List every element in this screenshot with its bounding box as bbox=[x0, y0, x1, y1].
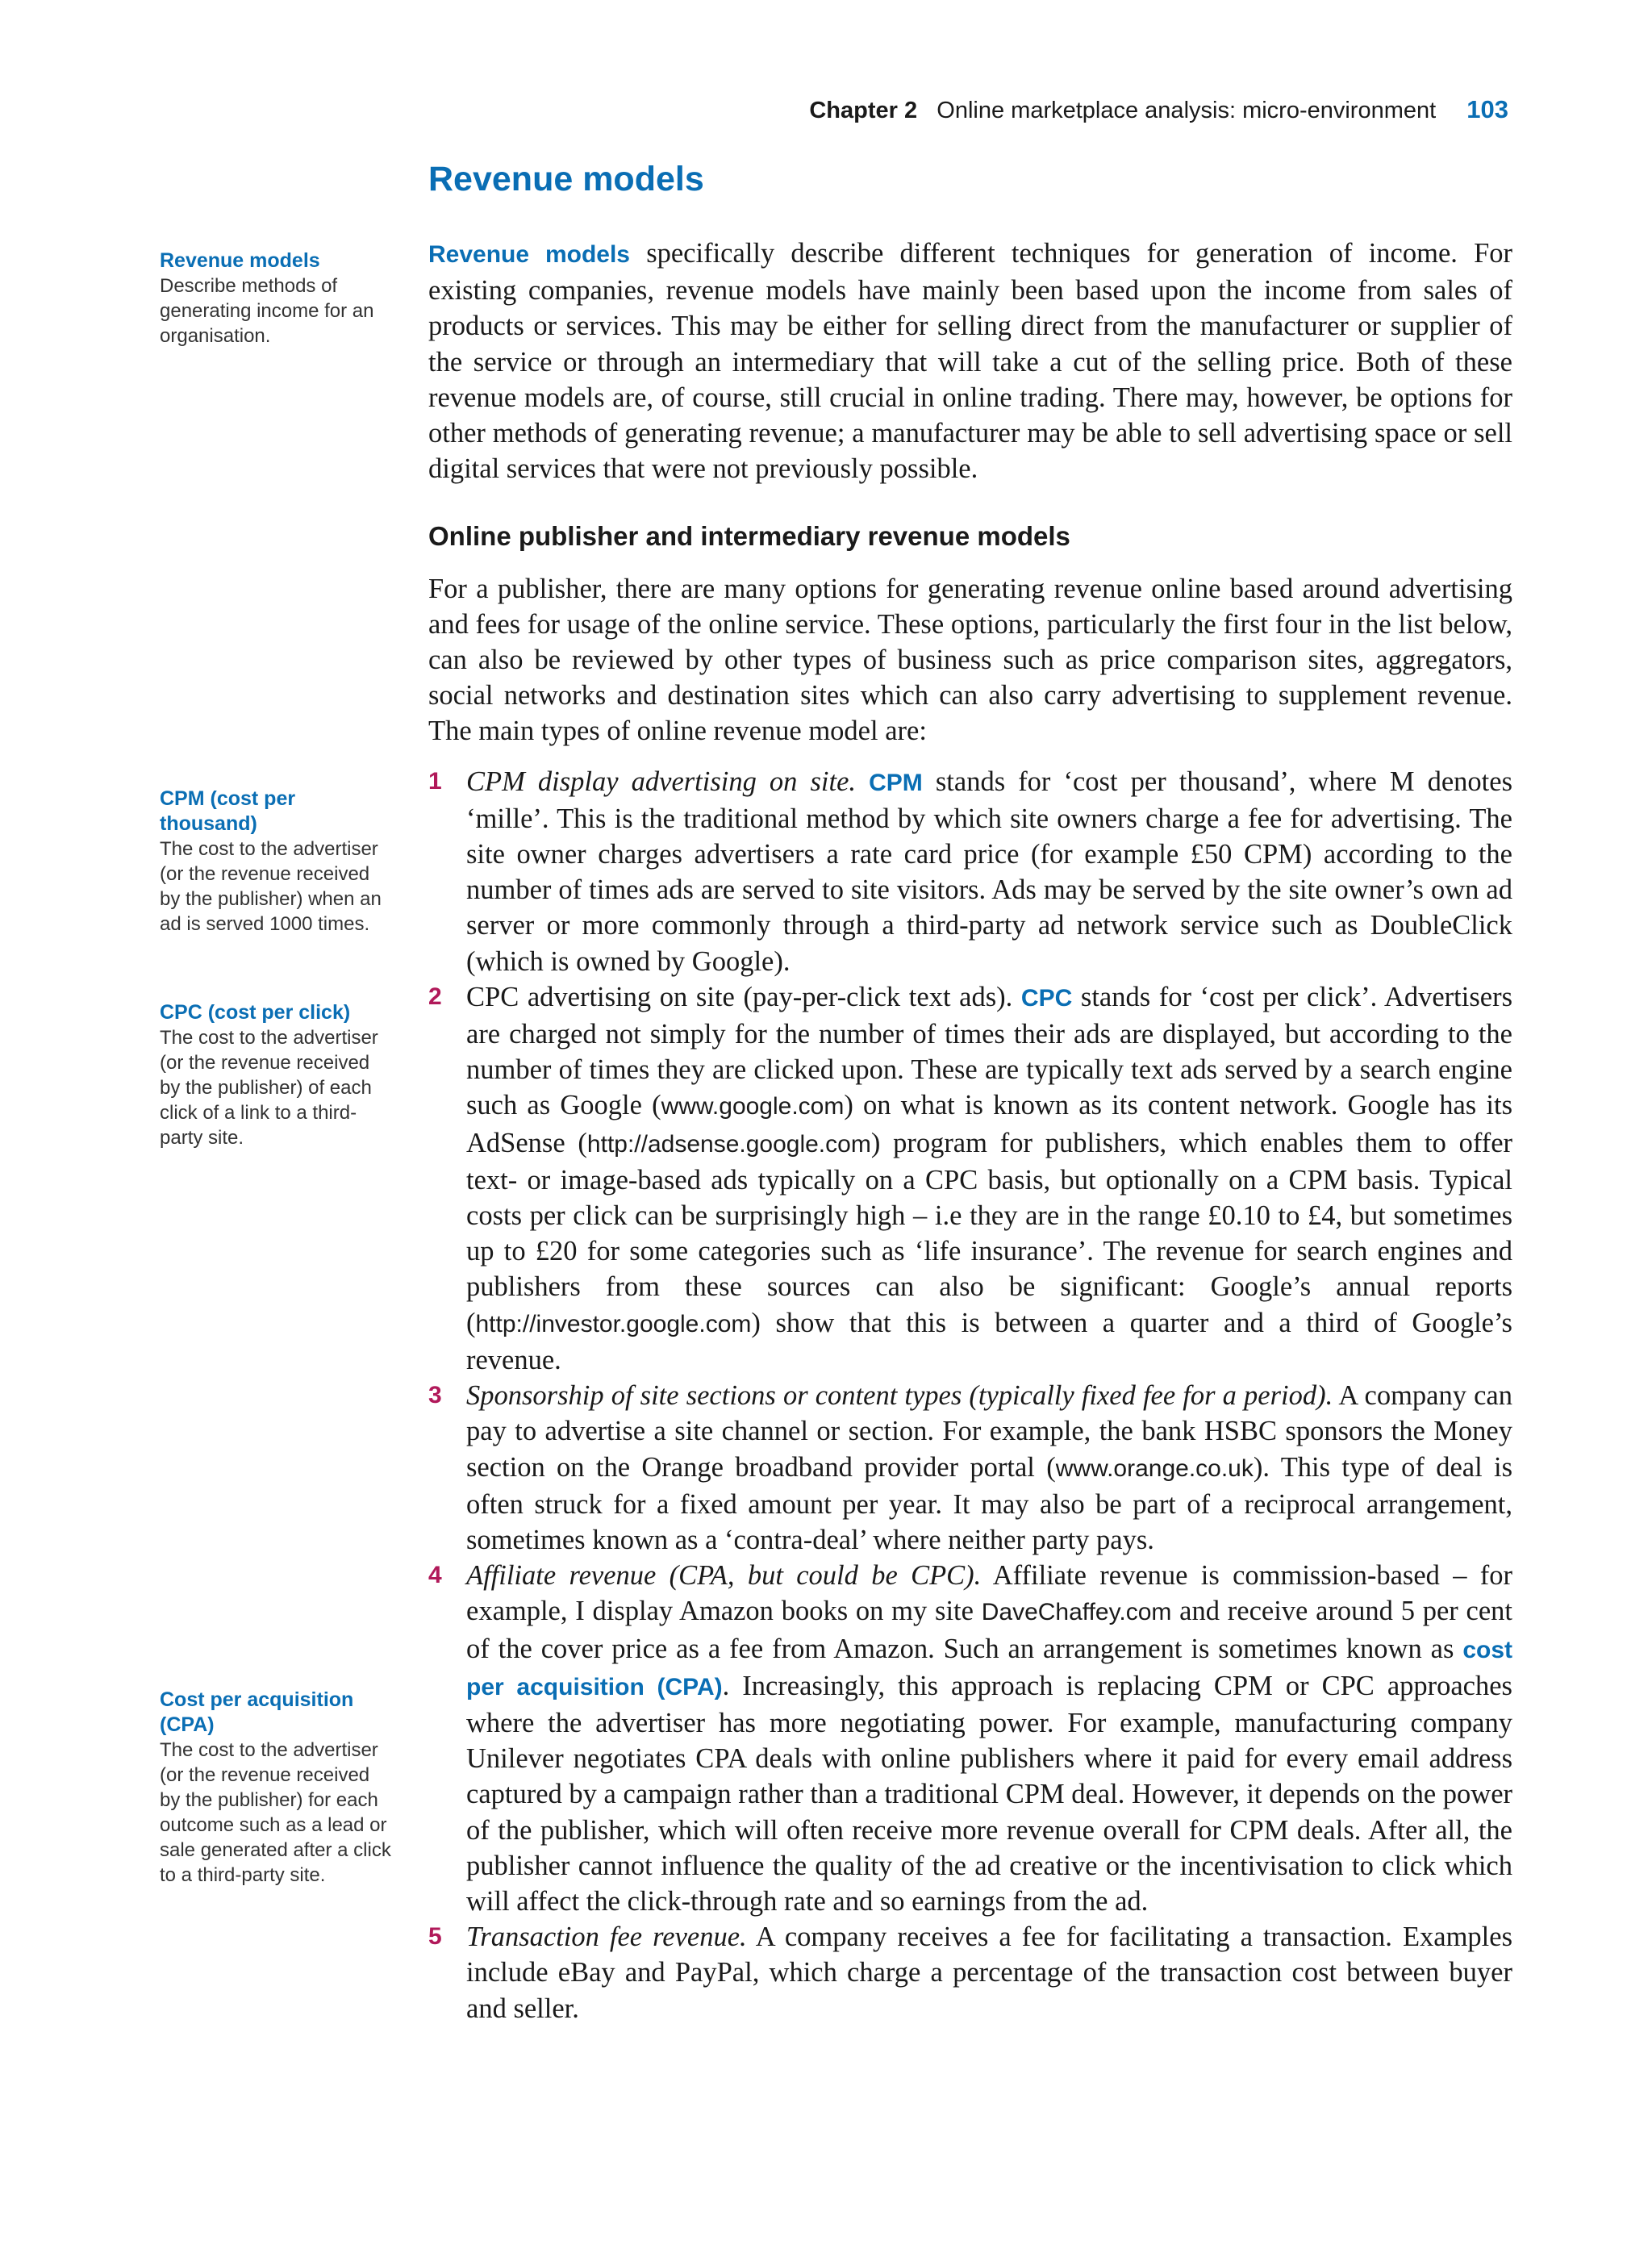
item-lead: CPC advertising on site (pay-per-click text ads). bbox=[466, 981, 1021, 1012]
margin-note-revenue-models bbox=[160, 248, 395, 348]
keyword-cpa: cost per acquisition (CPA) bbox=[466, 1636, 1512, 1700]
item-text: and receive around 5 per cent of the cover price as a fee from Amazon. Such an arrangement is sometimes known as bbox=[466, 1596, 1513, 1664]
item-text: A company receives a fee for facilitating a transaction. Examples include eBay and PayPal, which charge a percentage of the transaction cost between buyer and seller. bbox=[466, 1922, 1512, 2024]
page-number: 103 bbox=[1466, 95, 1508, 123]
item-text: stands for ‘cost per thousand’, where M denotes ‘mille’. This is the traditional method by which site owners charge a fee for advertising. The site owner charges advertisers a rate card price (for example £50 CPM) according to the number of times ads are served to site visitors. Ads may be served by the site owner’s own ad server or more commonly through a third-party ad network service such as DoubleClick (which is owned by Google). bbox=[466, 766, 1512, 977]
revenue-model-list bbox=[428, 764, 1512, 2026]
item-text: stands for ‘cost per click’. Advertisers are charged not simply for the number of times their ads are displayed, but according to the number of times they are clicked upon. These are typically text ads served by a search engine such as Google ( bbox=[466, 981, 1512, 1121]
item-number: 5 bbox=[428, 1923, 442, 1951]
chapter-label: Chapter 2 bbox=[809, 98, 918, 123]
url-orange: www.orange.co.uk bbox=[1055, 1454, 1254, 1482]
intro-paragraph bbox=[428, 236, 1512, 486]
intro-text: specifically describe different techniques for generation of income. For existing companies, revenue models have mainly been based upon the income from sales of products or services. This may be either for selling direct from the manufacturer or supplier of the service or through an intermediary that will take a cut of the selling price. Both of these revenue models are, of course, still crucial in online trading. There may, however, be options for other methods of generating revenue; a manufacturer may be able to sell advertising space or sell digital services that were not previously possible. bbox=[428, 238, 1513, 485]
list-item bbox=[428, 764, 1512, 979]
margin-note-term: CPC (cost per click) bbox=[160, 1001, 351, 1024]
url-google: www.google.com bbox=[661, 1093, 845, 1120]
keyword-revenue-models: Revenue models bbox=[428, 241, 630, 268]
item-text: ) on what is known as its content network. Google has its AdSense ( bbox=[466, 1090, 1513, 1158]
chapter-title-text: Online marketplace analysis: micro-environment bbox=[937, 98, 1437, 123]
item-title: Affiliate revenue (CPA, but could be CPC). bbox=[466, 1560, 982, 1592]
chapter-title bbox=[924, 98, 937, 123]
margin-note-cpa bbox=[160, 1688, 395, 1888]
item-text: Affiliate revenue is commission-based – for example, I display Amazon books on my site bbox=[466, 1560, 1512, 1627]
subheading: Online publisher and intermediary revenue models bbox=[428, 521, 1070, 552]
item-text: ) program for publishers, which enables them to offer text- or image-based ads typically on a CPC basis, but optionally on a CPM basis. Typical costs per click can be surprisingly high – i.e they are in the range £0.10 to £4, but sometimes up to £20 for some categories such as ‘life insurance’. The revenue for search engines and publishers from these sources can also be significant: Google’s annual reports ( bbox=[466, 1127, 1512, 1338]
spacer bbox=[856, 766, 869, 797]
item-number: 1 bbox=[428, 767, 442, 795]
running-header bbox=[809, 95, 1508, 124]
item-number: 2 bbox=[428, 983, 442, 1010]
list-item bbox=[428, 1378, 1512, 1558]
margin-note-definition: The cost to the advertiser (or the revenue received by the publisher) of each click of a link to a third-party site. bbox=[160, 1027, 378, 1149]
margin-note-term: Cost per acquisition (CPA) bbox=[160, 1688, 354, 1736]
section-title: Revenue models bbox=[428, 160, 704, 198]
url-davechaffey: DaveChaffey.com bbox=[981, 1599, 1172, 1626]
margin-note-term: CPM (cost per thousand) bbox=[160, 787, 296, 835]
list-item bbox=[428, 1919, 1512, 2026]
list-item bbox=[428, 1558, 1512, 1919]
item-text: ) show that this is between a quarter and a third of Google’s revenue. bbox=[466, 1307, 1512, 1375]
item-title: Transaction fee revenue. bbox=[466, 1922, 747, 1953]
list-item bbox=[428, 979, 1512, 1378]
item-number: 3 bbox=[428, 1382, 442, 1409]
main-column bbox=[428, 236, 1512, 2026]
keyword-cpm: CPM bbox=[869, 769, 923, 796]
margin-note-definition: The cost to the advertiser (or the revenue received by the publisher) for each outcome such as a lead or sale generated after a click to a third-party site. bbox=[160, 1739, 391, 1886]
item-text: . Increasingly, this approach is replacing CPM or CPC approaches where the advertiser has more negotiating power. For example, manufacturing company Unilever negotiates CPA deals with online publishers where it paid for every email address captured by a campaign rather than a traditional CPM deal. However, it depends on the power of the publisher, which will often receive more revenue overall for CPM deals. After all, the publisher cannot influence the quality of the ad creative or the incentivisation to click which will affect the click-through rate and so earnings from the ad. bbox=[466, 1670, 1512, 1917]
margin-note-cpc bbox=[160, 1000, 395, 1150]
keyword-cpc: CPC bbox=[1020, 984, 1073, 1012]
margin-note-definition: Describe methods of generating income for an organisation. bbox=[160, 275, 374, 347]
margin-note-definition: The cost to the advertiser (or the revenue received by the publisher) when an ad is served 1000 times. bbox=[160, 838, 382, 935]
item-title: CPM display advertising on site. bbox=[466, 766, 857, 797]
item-text: A company can pay to advertise a site channel or section. For example, the bank HSBC sponsors the Money section on the Orange broadband provider portal ( bbox=[466, 1380, 1512, 1483]
url-investor: http://investor.google.com bbox=[475, 1310, 752, 1337]
item-title: Sponsorship of site sections or content types (typically fixed fee for a period). bbox=[466, 1380, 1333, 1412]
item-number: 4 bbox=[428, 1562, 442, 1589]
url-adsense: http://adsense.google.com bbox=[586, 1130, 871, 1158]
item-text: ). This type of deal is often struck for a fixed amount per year. It may also be part of a reciprocal arrangement, sometimes known as a ‘contra-deal’ where neither party pays. bbox=[466, 1451, 1513, 1555]
margin-note-term: Revenue models bbox=[160, 249, 320, 272]
margin-note-cpm bbox=[160, 787, 395, 937]
publisher-intro-paragraph: For a publisher, there are many options for generating revenue online based around advertising and fees for usage of the online service. These options, particularly the first four in the list below, can also be reviewed by other types of business such as price comparison sites, aggregators, social networks and destination sites which can also carry advertising to supplement revenue. The main types of online revenue model are: bbox=[428, 573, 1512, 747]
